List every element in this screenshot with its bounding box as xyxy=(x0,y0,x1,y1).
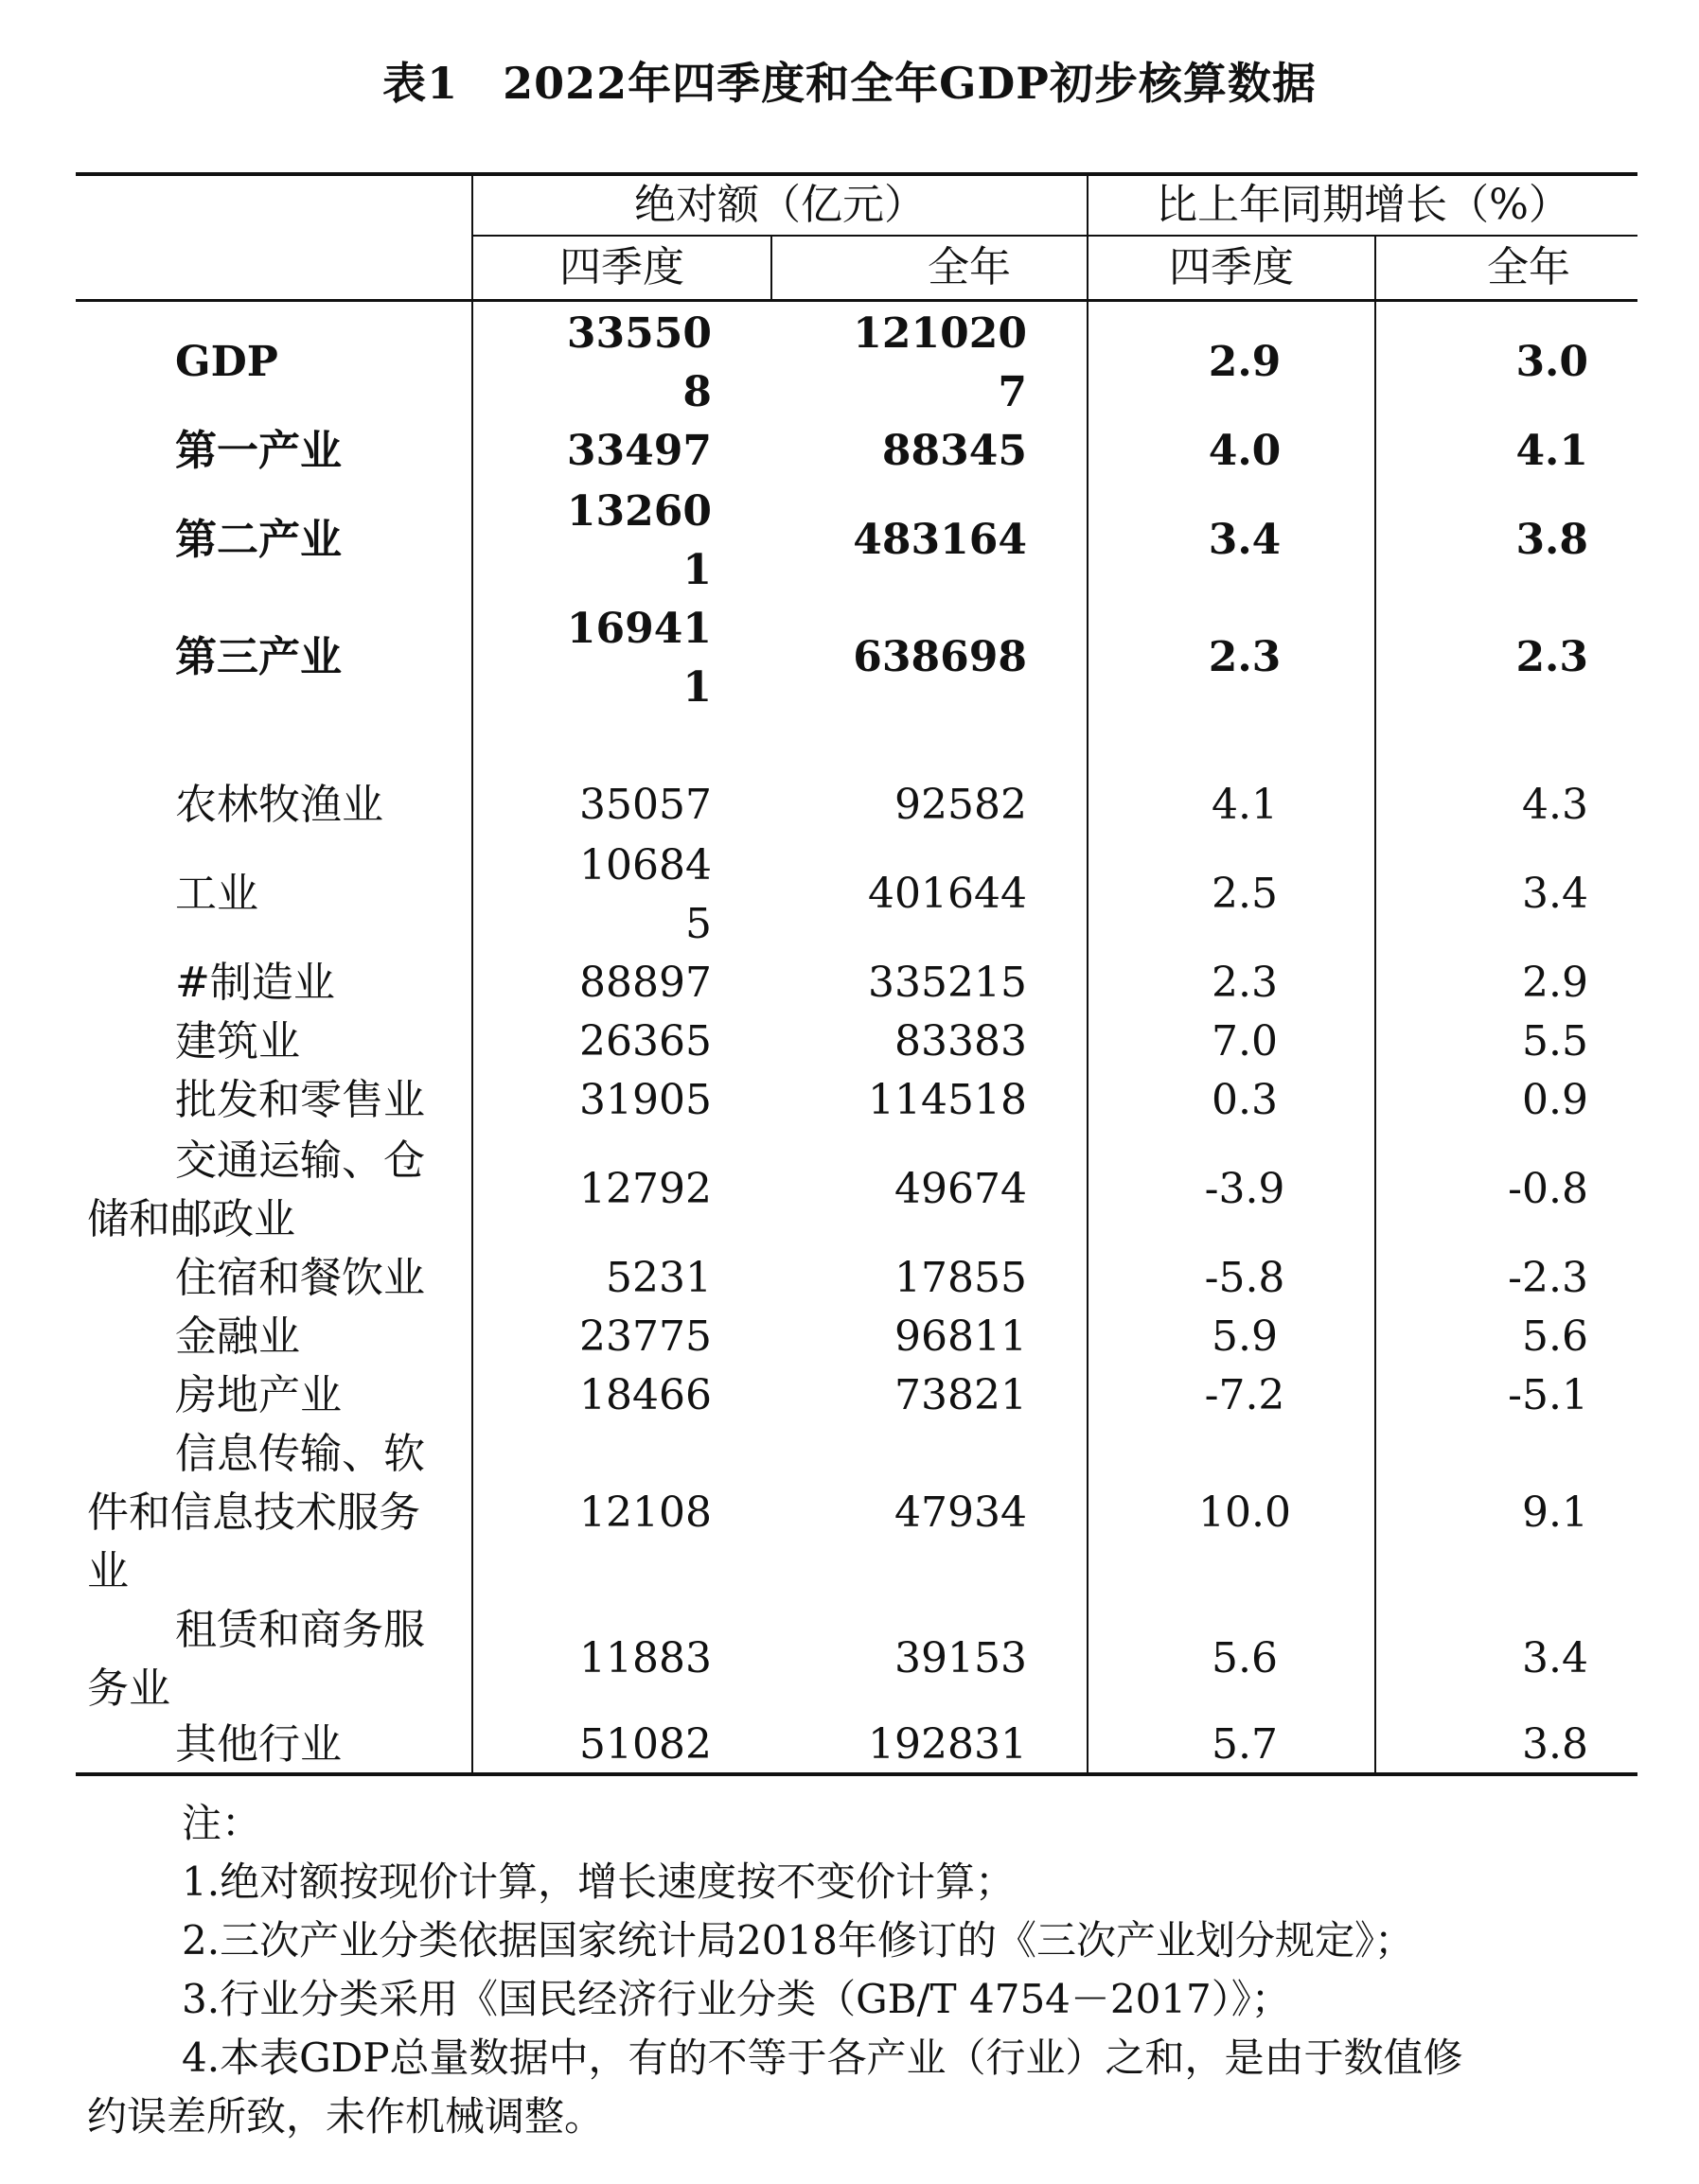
year-value: 17855 xyxy=(894,1254,1027,1302)
year-growth-value: -5.1 xyxy=(1508,1371,1588,1419)
year-growth-value: 3.8 xyxy=(1515,516,1588,564)
table-title: 表1 2022年四季度和全年GDP初步核算数据 xyxy=(382,58,1317,109)
q4-value: 11883 xyxy=(579,1634,712,1682)
q4-growth-value: -7.2 xyxy=(1204,1371,1285,1419)
year-value: 73821 xyxy=(894,1371,1027,1419)
col-divider-4 xyxy=(1374,237,1376,1774)
year-growth-value: 2.3 xyxy=(1515,633,1588,681)
q4-growth-value: 2.5 xyxy=(1212,870,1278,918)
q4-growth-value: 5.7 xyxy=(1212,1720,1278,1769)
header-q4: 四季度 xyxy=(559,243,684,291)
row-name: 交通运输、仓 储和邮政业 xyxy=(87,1136,425,1243)
q4-value: 18466 xyxy=(579,1371,712,1419)
q4-growth-value: 4.0 xyxy=(1208,427,1282,475)
year-growth-value: 3.8 xyxy=(1522,1720,1588,1769)
row-name: 住宿和餐饮业 xyxy=(175,1254,425,1302)
year-value: 401644 xyxy=(868,870,1027,918)
q4-value: 23775 xyxy=(579,1312,712,1361)
q4-value: 35057 xyxy=(579,781,712,829)
header-growth-group: 比上年同期增长（%） xyxy=(1156,181,1570,229)
q4-value: 33497 xyxy=(566,427,712,475)
year-value: 121020 7 xyxy=(853,309,1027,416)
q4-growth-value: 5.9 xyxy=(1212,1312,1278,1361)
row-name: 第二产业 xyxy=(175,516,342,564)
q4-growth-value: -5.8 xyxy=(1204,1254,1285,1302)
q4-value: 88897 xyxy=(579,959,712,1007)
year-value: 47934 xyxy=(894,1488,1027,1537)
note-4-cont: 约误差所致，未作机械调整。 xyxy=(87,2093,605,2140)
q4-growth-value: 0.3 xyxy=(1212,1076,1278,1124)
year-value: 335215 xyxy=(868,959,1027,1007)
header-year: 全年 xyxy=(928,243,1011,291)
col-divider-1 xyxy=(471,172,473,1774)
q4-value: 51082 xyxy=(579,1720,712,1769)
q4-value: 33550 8 xyxy=(566,309,712,416)
q4-growth-value: 10.0 xyxy=(1198,1488,1291,1537)
bottom-rule xyxy=(76,1772,1637,1776)
row-name: 租赁和商务服 务业 xyxy=(87,1606,425,1713)
year-value: 88345 xyxy=(881,427,1027,475)
q4-value: 12792 xyxy=(579,1165,712,1213)
q4-growth-value: -3.9 xyxy=(1204,1165,1285,1213)
q4-growth-value: 2.9 xyxy=(1208,338,1282,386)
q4-value: 26365 xyxy=(579,1017,712,1066)
header-bottom-rule xyxy=(76,299,1637,302)
year-value: 92582 xyxy=(894,781,1027,829)
header-mid-rule xyxy=(473,235,1637,237)
year-growth-value: -0.8 xyxy=(1508,1165,1588,1213)
year-value: 483164 xyxy=(853,516,1027,564)
row-name: 房地产业 xyxy=(175,1371,342,1419)
year-growth-value: 2.9 xyxy=(1522,959,1588,1007)
year-growth-value: 4.1 xyxy=(1515,427,1588,475)
row-name: 工业 xyxy=(175,870,258,918)
header-year-growth: 全年 xyxy=(1487,243,1570,291)
year-growth-value: -2.3 xyxy=(1508,1254,1588,1302)
year-growth-value: 3.0 xyxy=(1515,338,1588,386)
year-value: 39153 xyxy=(894,1634,1027,1682)
header-abs-group: 绝对额（亿元） xyxy=(634,181,926,229)
q4-value: 16941 1 xyxy=(566,605,712,712)
col-divider-3 xyxy=(1087,172,1088,1774)
year-value: 114518 xyxy=(868,1076,1027,1124)
q4-growth-value: 2.3 xyxy=(1212,959,1278,1007)
row-name: GDP xyxy=(175,338,278,386)
q4-growth-value: 3.4 xyxy=(1208,516,1282,564)
q4-value: 13260 1 xyxy=(566,487,712,594)
row-name: 金融业 xyxy=(175,1312,300,1361)
q4-value: 5231 xyxy=(606,1254,712,1302)
col-divider-2 xyxy=(770,237,772,301)
row-name: 第三产业 xyxy=(175,633,342,681)
year-growth-value: 3.4 xyxy=(1522,870,1588,918)
q4-value: 12108 xyxy=(579,1488,712,1537)
year-value: 83383 xyxy=(894,1017,1027,1066)
q4-value: 10684 5 xyxy=(579,841,712,948)
note-1: 1.绝对额按现价计算，增长速度按不变价计算； xyxy=(182,1858,1016,1905)
q4-growth-value: 2.3 xyxy=(1208,633,1282,681)
row-name: 农林牧渔业 xyxy=(175,781,383,829)
year-growth-value: 3.4 xyxy=(1522,1634,1588,1682)
row-name: 建筑业 xyxy=(175,1017,300,1066)
year-growth-value: 5.6 xyxy=(1522,1312,1588,1361)
note-3: 3.行业分类采用《国民经济行业分类（GB/T 4754－2017）》； xyxy=(182,1976,1291,2022)
note-2: 2.三次产业分类依据国家统计局2018年修订的《三次产业划分规定》； xyxy=(182,1917,1414,1964)
year-value: 638698 xyxy=(853,633,1027,681)
year-growth-value: 5.5 xyxy=(1522,1017,1588,1066)
year-growth-value: 9.1 xyxy=(1522,1488,1588,1537)
row-name: 第一产业 xyxy=(175,427,342,475)
note-4: 4.本表GDP总量数据中，有的不等于各产业（行业）之和，是由于数值修 xyxy=(182,2034,1463,2081)
year-growth-value: 4.3 xyxy=(1522,781,1588,829)
year-value: 96811 xyxy=(894,1312,1027,1361)
row-name: 信息传输、软 件和信息技术服务 业 xyxy=(87,1430,425,1595)
notes-label: 注： xyxy=(182,1800,262,1846)
q4-growth-value: 4.1 xyxy=(1212,781,1278,829)
notes xyxy=(87,1794,1658,2146)
year-value: 49674 xyxy=(894,1165,1027,1213)
row-name: 其他行业 xyxy=(175,1720,342,1769)
q4-growth-value: 7.0 xyxy=(1212,1017,1278,1066)
year-growth-value: 0.9 xyxy=(1522,1076,1588,1124)
q4-growth-value: 5.6 xyxy=(1212,1634,1278,1682)
header-q4-growth: 四季度 xyxy=(1169,243,1294,291)
year-value: 192831 xyxy=(868,1720,1027,1769)
q4-value: 31905 xyxy=(579,1076,712,1124)
row-name: #制造业 xyxy=(175,959,335,1007)
row-name: 批发和零售业 xyxy=(175,1076,425,1124)
